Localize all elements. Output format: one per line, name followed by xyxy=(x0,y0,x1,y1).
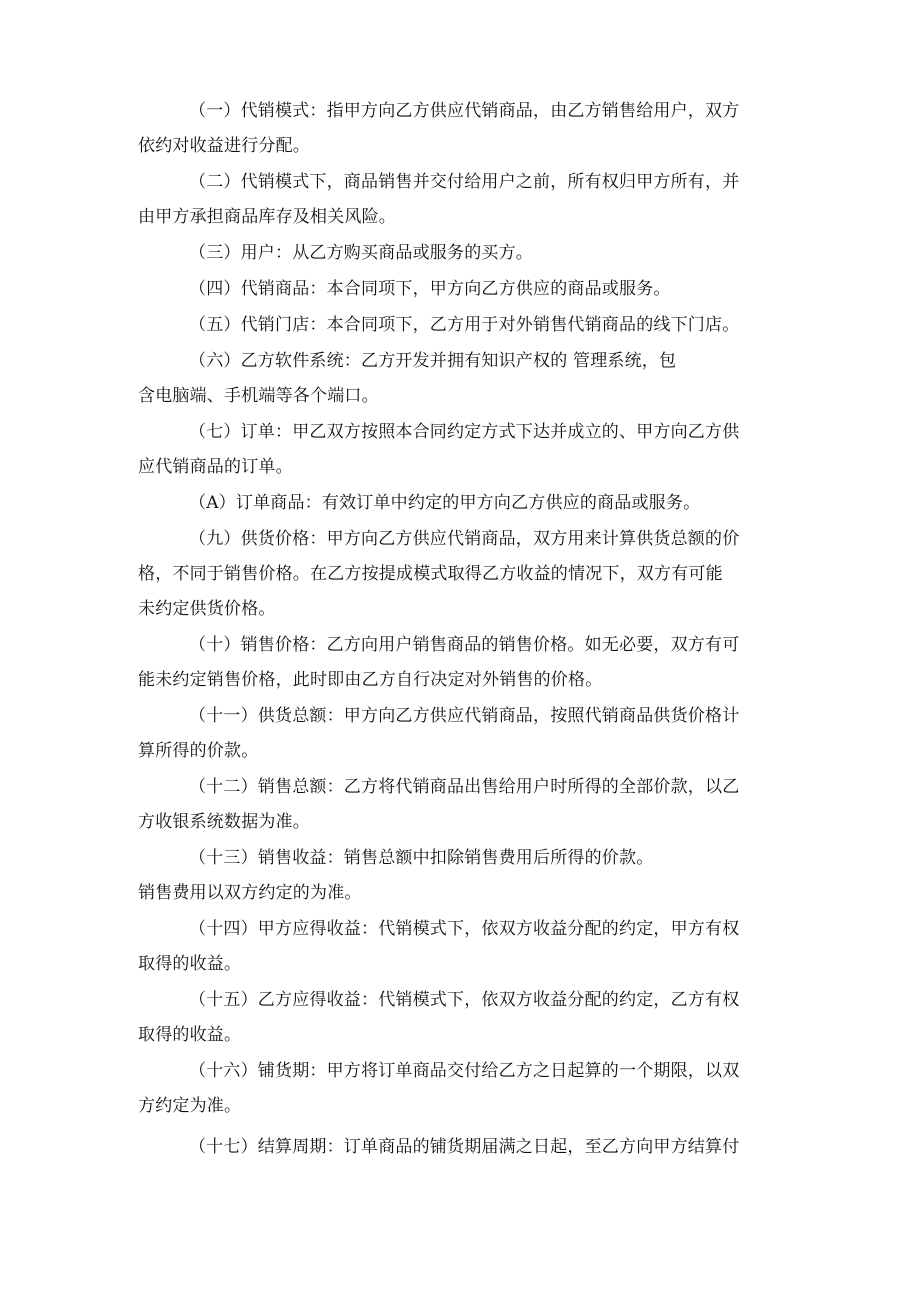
definition-paragraph-12 xyxy=(138,770,778,840)
paragraph-line: 方约定为准。 xyxy=(138,1096,242,1116)
paragraph-line: （五）代销门店：本合同项下，乙方用于对外销售代销商品的线下门店。 xyxy=(189,315,740,335)
definition-paragraph-2 xyxy=(138,165,778,235)
paragraph-line: （十）销售价格：乙方向用户销售商品的销售价格。如无必要，双方有可 xyxy=(189,635,740,655)
document-page xyxy=(138,94,778,1166)
paragraph-line: （六）乙方软件系统：乙方开发并拥有知识产权的 管理系统，包 xyxy=(189,351,677,371)
paragraph-line: 未约定供货价格。 xyxy=(138,599,276,619)
definition-paragraph-8 xyxy=(138,486,778,521)
definition-paragraph-13 xyxy=(138,841,778,911)
paragraph-line: （三）用户：从乙方购买商品或服务的买方。 xyxy=(189,243,533,263)
definition-paragraph-17 xyxy=(138,1130,778,1165)
paragraph-line: （十七）结算周期：订单商品的铺货期届满之日起，至乙方向甲方结算付 xyxy=(189,1137,740,1157)
paragraph-line: 取得的收益。 xyxy=(138,954,242,974)
paragraph-line: 由甲方承担商品库存及相关风险。 xyxy=(138,207,396,227)
paragraph-line: （二）代销模式下，商品销售并交付给用户之前，所有权归甲方所有，并 xyxy=(189,172,740,192)
definition-paragraph-7 xyxy=(138,415,778,485)
definition-paragraph-5 xyxy=(138,308,778,343)
paragraph-line: （十三）销售收益：销售总额中扣除销售费用后所得的价款。 xyxy=(189,848,654,868)
paragraph-line: 销售费用以双方约定的为准。 xyxy=(138,883,362,903)
paragraph-line: （十五）乙方应得收益：代销模式下，依双方收益分配的约定，乙方有权 xyxy=(189,990,740,1010)
definition-paragraph-15 xyxy=(138,983,778,1053)
definition-paragraph-16 xyxy=(138,1054,778,1124)
paragraph-line: （七）订单：甲乙双方按照本合同约定方式下达并成立的、甲方向乙方供 xyxy=(189,422,740,442)
definition-paragraph-6 xyxy=(138,344,778,414)
paragraph-line: 能未约定销售价格，此时即由乙方自行决定对外销售的价格。 xyxy=(138,670,603,690)
paragraph-line: 应代销商品的订单。 xyxy=(138,457,293,477)
definition-paragraph-4 xyxy=(138,272,778,307)
paragraph-line: 含电脑端、手机端等各个端口。 xyxy=(138,386,379,406)
definition-paragraph-9 xyxy=(138,522,778,627)
definition-paragraph-3 xyxy=(138,236,778,271)
paragraph-line: （十四）甲方应得收益：代销模式下，依双方收益分配的约定，甲方有权 xyxy=(189,919,740,939)
definition-paragraph-11 xyxy=(138,699,778,769)
paragraph-line: （十二）销售总额：乙方将代销商品出售给用户时所得的全部价款，以乙 xyxy=(189,777,740,797)
definition-paragraph-10 xyxy=(138,628,778,698)
paragraph-line: 取得的收益。 xyxy=(138,1025,242,1045)
paragraph-line: 算所得的价款。 xyxy=(138,741,259,761)
paragraph-line: （四）代销商品：本合同项下，甲方向乙方供应的商品或服务。 xyxy=(189,279,671,299)
paragraph-line: 依约对收益进行分配。 xyxy=(138,136,310,156)
paragraph-line: （十一）供货总额：甲方向乙方供应代销商品，按照代销商品供货价格计 xyxy=(189,706,740,726)
paragraph-line: （一）代销模式：指甲方向乙方供应代销商品，由乙方销售给用户，双方 xyxy=(189,101,740,121)
definition-paragraph-14 xyxy=(138,912,778,982)
paragraph-line: 方收银系统数据为准。 xyxy=(138,812,310,832)
definition-paragraph-1 xyxy=(138,94,778,164)
paragraph-line: （A）订单商品：有效订单中约定的甲方向乙方供应的商品或服务。 xyxy=(189,493,701,513)
paragraph-line: 格，不同于销售价格。在乙方按提成模式取得乙方收益的情况下，双方有可能 xyxy=(138,564,723,584)
paragraph-line: （十六）铺货期：甲方将订单商品交付给乙方之日起算的一个期限，以双 xyxy=(189,1061,740,1081)
paragraph-line: （九）供货价格：甲方向乙方供应代销商品，双方用来计算供货总额的价 xyxy=(189,529,740,549)
